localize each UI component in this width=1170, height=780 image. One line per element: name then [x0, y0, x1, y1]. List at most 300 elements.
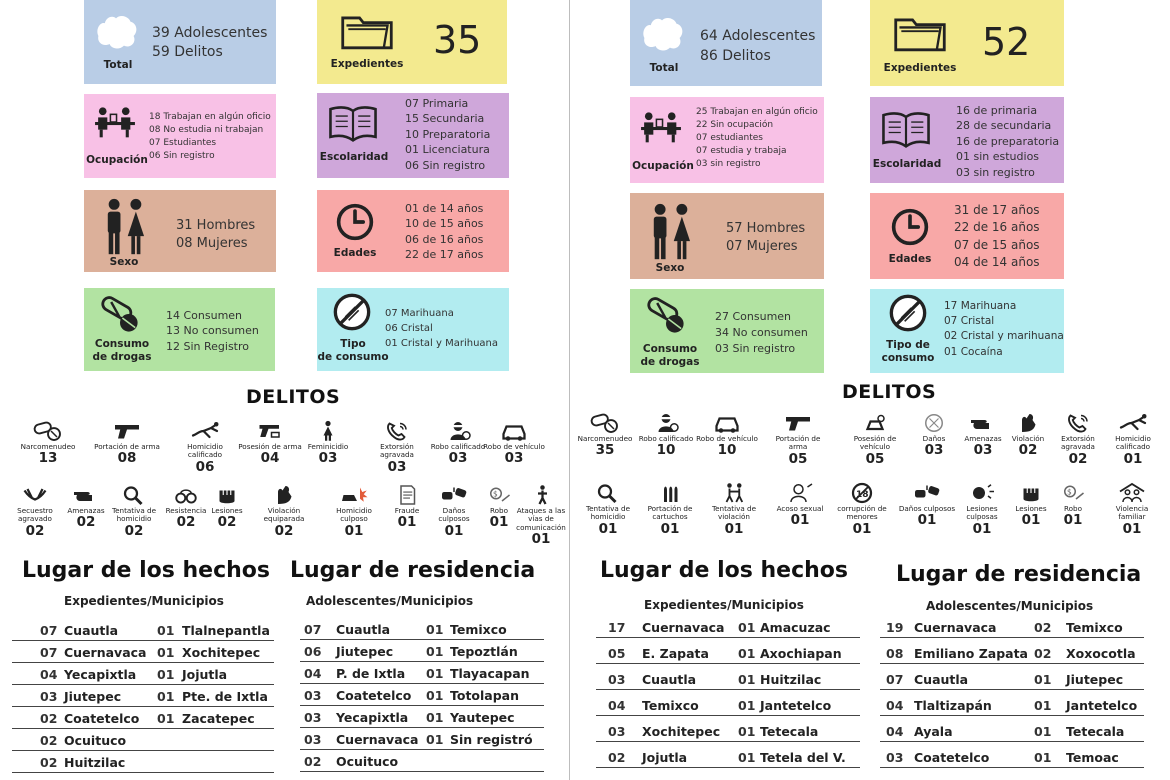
- crime-label: Robo de vehículo: [483, 442, 545, 451]
- sexo-line: 08 Mujeres: [176, 236, 248, 252]
- count-1: 04: [608, 698, 626, 713]
- crime-item: [574, 410, 636, 458]
- card-sexo: [84, 190, 276, 272]
- card-escolaridad: [870, 97, 1064, 183]
- edades-line: 04 de 14 años: [954, 255, 1040, 270]
- crime-label: Tentativa de homicidio: [111, 506, 157, 524]
- table-row: [300, 751, 544, 772]
- pills-icon: [14, 418, 82, 442]
- gun-icon: [767, 410, 829, 434]
- count-2: 01: [1034, 724, 1052, 739]
- municipio-1: Yecapixtla: [64, 667, 137, 682]
- card-total: [84, 0, 276, 84]
- municipio-2: Xoxocotla: [1066, 646, 1136, 661]
- ocupacion-line: 07 estudia y trabaja: [696, 146, 787, 157]
- municipio-1: Coatetelco: [336, 688, 412, 703]
- crime-label: Homicidio culposo: [336, 506, 372, 524]
- escolaridad-line: 01 sin estudios: [956, 150, 1040, 164]
- crime-count: 03: [318, 450, 338, 467]
- count-1: 03: [608, 672, 626, 687]
- municipio-2: Sin registró: [450, 732, 533, 747]
- ocupacion-line: 07 Estudiantes: [149, 138, 217, 149]
- table-row: [880, 617, 1144, 638]
- expedientes-number: 52: [982, 20, 1031, 64]
- workers-icon: [638, 109, 684, 145]
- count-1: 02: [40, 711, 58, 726]
- count-2: 01: [426, 622, 444, 637]
- folder-icon: [339, 10, 395, 52]
- card-consumo: [84, 288, 275, 371]
- tipo-caption: [317, 338, 389, 363]
- tipo-line: 01 Cocaína: [944, 345, 1003, 358]
- table-row: [596, 669, 860, 690]
- count-2: 01: [738, 750, 756, 765]
- crime-label: Tentativa de homicidio: [585, 504, 631, 522]
- municipio-1: Cuernavaca: [642, 620, 725, 635]
- crime-count: 01: [972, 520, 992, 537]
- count-1: 02: [304, 754, 322, 769]
- consumo-line: 03 Sin registro: [715, 341, 796, 355]
- total-caption: Total: [103, 59, 133, 71]
- tipo-caption-line: consumo: [881, 351, 935, 364]
- crime-label: Violación: [1011, 434, 1045, 443]
- count-1: 07: [40, 645, 58, 660]
- crime-count: 10: [656, 442, 676, 459]
- ocupacion-line: 22 Sin ocupación: [696, 120, 774, 131]
- count-1: 19: [886, 620, 904, 635]
- crime-count: 01: [1021, 512, 1041, 529]
- crime-item: [514, 482, 568, 547]
- gun-icon: [93, 418, 161, 442]
- escolaridad-lines: [956, 103, 1059, 180]
- car-icon: [480, 418, 548, 442]
- crime-count: 02: [217, 514, 237, 531]
- minors-18-icon: [831, 480, 893, 504]
- consumo-caption-line: Consumo: [94, 338, 150, 350]
- count-2: 01: [426, 644, 444, 659]
- municipio-1: Jojutla: [642, 750, 688, 765]
- crime-count: 02: [274, 522, 294, 539]
- count-2: 01: [157, 711, 175, 726]
- crime-count: 05: [788, 450, 808, 467]
- edades-line: 22 de 17 años: [405, 248, 484, 262]
- crime-item: [294, 418, 362, 466]
- crime-label: Violencia familiar: [1115, 504, 1149, 522]
- municipio-1: Jiutepec: [64, 689, 122, 704]
- crime-label: Ataques a las vías de comunicación: [516, 506, 566, 532]
- pill-capsule-icon: [100, 294, 140, 334]
- municipio-2: Tetecala: [760, 724, 819, 739]
- total-lines: [700, 26, 815, 67]
- table-row: [880, 695, 1144, 716]
- tipo-caption-line: de consumo: [317, 350, 389, 363]
- consumo-caption: [634, 343, 706, 368]
- municipio-2: Tlayacapan: [450, 666, 530, 681]
- card-edades: [870, 193, 1064, 279]
- tipo-line: 17 Marihuana: [944, 300, 1017, 312]
- card-tipo-consumo: [870, 289, 1064, 373]
- lugar-residencia-title: Lugar de residencia: [290, 558, 536, 583]
- escolaridad-line: 15 Secundaria: [405, 112, 485, 126]
- consumo-caption-line: de drogas: [92, 350, 152, 363]
- right-panel: [570, 0, 1170, 780]
- total-adolescentes: 64 Adolescentes: [700, 28, 816, 44]
- edades-caption: Edades: [333, 247, 377, 259]
- count-2: 01: [738, 620, 756, 635]
- hand-stop-icon: [257, 482, 311, 506]
- crashed-cars-icon: [896, 480, 958, 504]
- crime-count: 02: [76, 514, 96, 531]
- count-2: 01: [738, 698, 756, 713]
- book-icon: [880, 109, 932, 149]
- tipo-line: 06 Cristal: [385, 323, 433, 334]
- left-panel: [0, 0, 569, 780]
- tipo-line: 02 Cristal y marihuana: [944, 330, 1064, 343]
- municipio-1: Yecapixtla: [336, 710, 409, 725]
- crime-label: Robo calificado: [430, 442, 486, 451]
- count-2: 01: [738, 672, 756, 687]
- lugar-hechos-title: Lugar de los hechos: [600, 558, 849, 583]
- edades-line: 31 de 17 años: [954, 203, 1040, 217]
- woman-icon: [294, 418, 362, 442]
- municipio-2: Amacuzac: [760, 620, 831, 635]
- crime-count: 35: [595, 442, 615, 459]
- sexo-lines: [176, 217, 255, 253]
- crime-item: [363, 418, 431, 474]
- ocupacion-line: 03 sin registro: [696, 159, 761, 170]
- municipio-1: Cuautla: [336, 622, 391, 637]
- ocupacion-caption: Ocupación: [86, 154, 148, 166]
- table-row: [880, 721, 1144, 742]
- morelos-map-icon: [92, 10, 140, 54]
- crime-item: [480, 418, 548, 466]
- municipio-2: Jantetelco: [1066, 698, 1138, 713]
- crime-label: Daños culposos: [898, 504, 956, 513]
- crime-item: [93, 418, 161, 466]
- escolaridad-line: 07 Primaria: [405, 97, 469, 110]
- crime-label: Amenazas: [964, 434, 1002, 443]
- count-1: 07: [886, 672, 904, 687]
- clock-icon: [335, 202, 375, 242]
- consumo-caption: [86, 338, 158, 363]
- crime-count: 03: [387, 458, 407, 475]
- crime-label: Fraude: [394, 506, 420, 515]
- escolaridad-line: 16 de preparatoria: [956, 134, 1060, 148]
- edades-line: 06 de 16 años: [405, 232, 484, 246]
- count-2: 01: [738, 724, 756, 739]
- lugar-hechos-subtitle: Expedientes/Municipios: [64, 594, 224, 608]
- municipio-1: Jiutepec: [336, 644, 394, 659]
- crime-label: Lesiones culposas: [966, 504, 998, 522]
- count-2: 01: [426, 732, 444, 747]
- municipio-2: Yautepec: [450, 710, 515, 725]
- crime-item: [107, 482, 161, 538]
- clock-icon: [890, 207, 930, 247]
- crime-count: 01: [598, 520, 618, 537]
- municipio-2: Jiutepec: [1066, 672, 1124, 687]
- count-1: 03: [304, 688, 322, 703]
- municipio-2: Tlalnepantla: [182, 623, 270, 638]
- crime-count: 01: [1122, 520, 1142, 537]
- card-sexo: [630, 193, 824, 279]
- escolaridad-caption: Escolaridad: [319, 151, 389, 163]
- count-2: 01: [157, 667, 175, 682]
- phone-icon: [363, 418, 431, 442]
- consumo-line: 13 No consumen: [166, 324, 259, 338]
- sexo-caption: Sexo: [655, 262, 685, 274]
- table-row: [596, 617, 860, 638]
- crime-label: Tentativa de violación: [711, 504, 757, 522]
- municipio-2: Totolapan: [450, 688, 520, 703]
- money-thief-icon: [1042, 480, 1104, 504]
- phone-icon: [1047, 410, 1109, 434]
- table-row: [12, 686, 274, 707]
- municipio-1: Cuautla: [914, 672, 969, 687]
- crime-item: [8, 482, 62, 538]
- crime-item: [635, 410, 697, 458]
- table-row: [300, 729, 544, 750]
- count-1: 02: [40, 733, 58, 748]
- municipio-1: Tlaltizapán: [914, 698, 992, 713]
- body-outline-icon: [1102, 410, 1164, 434]
- crime-label: Homicidio calificado: [187, 442, 223, 460]
- municipio-1: Temixco: [642, 698, 699, 713]
- escolaridad-caption: Escolaridad: [872, 158, 942, 170]
- no-drugs-icon: [888, 293, 928, 333]
- ocupacion-lines: [696, 106, 818, 171]
- card-expedientes: [317, 0, 507, 84]
- count-2: 01: [157, 689, 175, 704]
- crime-label: Acoso sexual: [776, 504, 824, 513]
- count-1: 03: [304, 710, 322, 725]
- table-row: [880, 747, 1144, 768]
- sexo-line: 07 Mujeres: [726, 239, 798, 255]
- crime-count: 01: [397, 514, 417, 531]
- total-delitos: 86 Delitos: [700, 48, 771, 65]
- tipo-line: 07 Cristal: [944, 315, 995, 328]
- crime-label: corrupción de menores: [837, 504, 887, 522]
- workers-icon: [92, 104, 138, 140]
- crime-label: Resistencia: [165, 506, 207, 515]
- count-1: 03: [886, 750, 904, 765]
- crime-label: Lesiones: [1015, 504, 1047, 513]
- crime-count: 03: [504, 450, 524, 467]
- pointing-hand-icon: [59, 482, 113, 506]
- count-2: 01: [426, 710, 444, 725]
- table-row: [596, 747, 860, 768]
- municipio-2: Pte. de Ixtla: [182, 689, 268, 704]
- consumo-lines: [166, 308, 259, 354]
- count-1: 17: [608, 620, 626, 635]
- folder-icon: [892, 12, 948, 54]
- count-1: 03: [40, 689, 58, 704]
- crime-count: 13: [38, 450, 58, 467]
- table-row: [880, 669, 1144, 690]
- count-1: 04: [886, 724, 904, 739]
- count-2: 02: [1034, 646, 1052, 661]
- table-row: [596, 695, 860, 716]
- edades-line: 01 de 14 años: [405, 202, 484, 215]
- table-row: [12, 620, 274, 641]
- crime-item: [577, 480, 639, 536]
- expedientes-number: 35: [433, 18, 482, 62]
- edades-lines: [405, 201, 483, 263]
- table-row: [880, 643, 1144, 664]
- table-row: [300, 619, 544, 640]
- crime-item: [767, 410, 829, 466]
- magnifier-icon: [107, 482, 161, 506]
- crime-count: 01: [852, 520, 872, 537]
- count-1: 04: [304, 666, 322, 681]
- crime-label: Daños culposos: [438, 506, 470, 524]
- municipio-1: Ocuituco: [64, 733, 127, 748]
- count-1: 04: [886, 698, 904, 713]
- lugar-residencia-subtitle: Adolescentes/Municipios: [926, 599, 1094, 613]
- lugar-hechos-subtitle: Expedientes/Municipios: [644, 598, 804, 612]
- municipio-2: Temixco: [1066, 620, 1123, 635]
- body-outline-icon: [171, 418, 239, 442]
- crime-item: [171, 418, 239, 474]
- ocupacion-line: 07 estudiantes: [696, 133, 763, 144]
- crime-count: 08: [117, 450, 137, 467]
- card-tipo-consumo: [317, 288, 509, 371]
- total-adolescentes: 39 Adolescentes: [152, 25, 268, 41]
- card-consumo: [630, 289, 824, 373]
- table-row: [300, 685, 544, 706]
- car-icon: [696, 410, 758, 434]
- escolaridad-line: 06 Sin registro: [405, 158, 486, 172]
- crime-count: 02: [176, 514, 196, 531]
- man-woman-icon: [102, 198, 148, 256]
- crime-item: [1102, 410, 1164, 466]
- count-1: 03: [608, 724, 626, 739]
- ocupacion-lines: [149, 111, 271, 163]
- consumo-lines: [715, 309, 808, 357]
- count-2: 01: [157, 645, 175, 660]
- crime-item: [769, 480, 831, 528]
- municipio-1: Cuernavaca: [336, 732, 419, 747]
- ocupacion-line: 18 Trabajan en algún oficio: [149, 112, 271, 122]
- municipio-1: Cuernavaca: [914, 620, 997, 635]
- crime-item: [59, 482, 113, 530]
- cartridges-icon: [639, 480, 701, 504]
- lugar-residencia-title: Lugar de residencia: [896, 562, 1142, 587]
- tipo-caption-line: Tipo de: [886, 339, 930, 351]
- crime-item: [844, 410, 906, 466]
- escolaridad-line: 16 de primaria: [956, 104, 1038, 117]
- car-crash-icon: [327, 482, 381, 506]
- expedientes-caption: Expedientes: [883, 62, 957, 74]
- count-2: 02: [1034, 620, 1052, 635]
- crime-label: Posesión de vehículo: [853, 434, 897, 452]
- violence-icon: [703, 480, 765, 504]
- municipio-1: Ocuituco: [336, 754, 399, 769]
- crime-label: Robo calificado: [638, 434, 694, 443]
- municipio-2: Zacatepec: [182, 711, 255, 726]
- municipio-2: Xochitepec: [182, 645, 261, 660]
- document-icon: [380, 482, 434, 506]
- crime-count: 04: [260, 450, 280, 467]
- crime-item: [1101, 480, 1163, 536]
- crime-item: [1047, 410, 1109, 466]
- crime-count: 01: [1123, 450, 1143, 467]
- sexo-lines: [726, 220, 805, 256]
- fist-icon: [200, 482, 254, 506]
- crime-count: 03: [973, 442, 993, 459]
- card-ocupacion: [84, 94, 276, 178]
- ocupacion-line: 25 Trabajan en algún oficio: [696, 107, 818, 117]
- table-row: [12, 664, 274, 685]
- lugar-residencia-subtitle: Adolescentes/Municipios: [306, 594, 474, 608]
- crime-item: [257, 482, 311, 538]
- count-1: 05: [608, 646, 626, 661]
- crime-label: Lesiones: [211, 506, 243, 515]
- crime-count: 01: [444, 522, 464, 539]
- crime-item: [14, 418, 82, 466]
- edades-caption: Edades: [888, 253, 932, 265]
- edades-line: 22 de 16 años: [954, 220, 1040, 235]
- tipo-lines: [944, 299, 1064, 360]
- table-row: [596, 721, 860, 742]
- municipio-2: Jojutla: [182, 667, 228, 682]
- consumo-caption-line: de drogas: [640, 355, 700, 368]
- municipio-1: Emiliano Zapata: [914, 646, 1028, 661]
- no-drugs-icon: [332, 292, 372, 332]
- municipio-1: P. de Ixtla: [336, 666, 406, 681]
- crime-label: Violación equiparada: [263, 506, 305, 524]
- sexo-line: 57 Hombres: [726, 221, 806, 236]
- crime-count: 05: [865, 450, 885, 467]
- crime-item: [696, 410, 758, 458]
- edades-line: 07 de 15 años: [954, 237, 1040, 252]
- crime-count: 03: [448, 450, 468, 467]
- consumo-line: 34 No consumen: [715, 325, 808, 339]
- count-2: 01: [1034, 750, 1052, 765]
- card-ocupacion: [630, 97, 824, 183]
- count-1: 02: [40, 755, 58, 770]
- sexo-caption: Sexo: [109, 256, 139, 268]
- book-icon: [327, 103, 379, 143]
- card-escolaridad: [317, 93, 509, 178]
- crime-label: Narcomenudeo: [577, 434, 633, 443]
- municipio-1: Cuautla: [64, 623, 119, 638]
- sexo-line: 31 Hombres: [176, 218, 256, 233]
- edades-lines: [954, 202, 1040, 272]
- crime-label: Feminicidio: [307, 442, 349, 451]
- crime-label: Homicidio calificado: [1115, 434, 1151, 452]
- tipo-lines: [385, 306, 498, 351]
- total-delitos: 59 Delitos: [152, 43, 223, 60]
- municipio-2: Tepoztlán: [450, 644, 518, 659]
- municipio-1: Coatetelco: [64, 711, 140, 726]
- crime-count: 10: [717, 442, 737, 459]
- table-row: [300, 707, 544, 728]
- crime-label: Secuestro agravado: [17, 506, 53, 524]
- count-1: 07: [40, 623, 58, 638]
- delitos-title: DELITOS: [246, 386, 341, 408]
- consumo-line: 14 Consumen: [166, 309, 243, 322]
- escolaridad-line: 28 de secundaria: [956, 119, 1052, 133]
- crime-item: [896, 480, 958, 528]
- crime-count: 01: [489, 514, 509, 531]
- crime-label: Portación de arma: [775, 434, 821, 452]
- table-row: [12, 752, 274, 773]
- lugar-hechos-title: Lugar de los hechos: [22, 558, 271, 583]
- crime-item: [639, 480, 701, 536]
- crime-count: 03: [924, 442, 944, 459]
- tipo-caption-line: Tipo: [340, 338, 366, 350]
- card-edades: [317, 190, 509, 272]
